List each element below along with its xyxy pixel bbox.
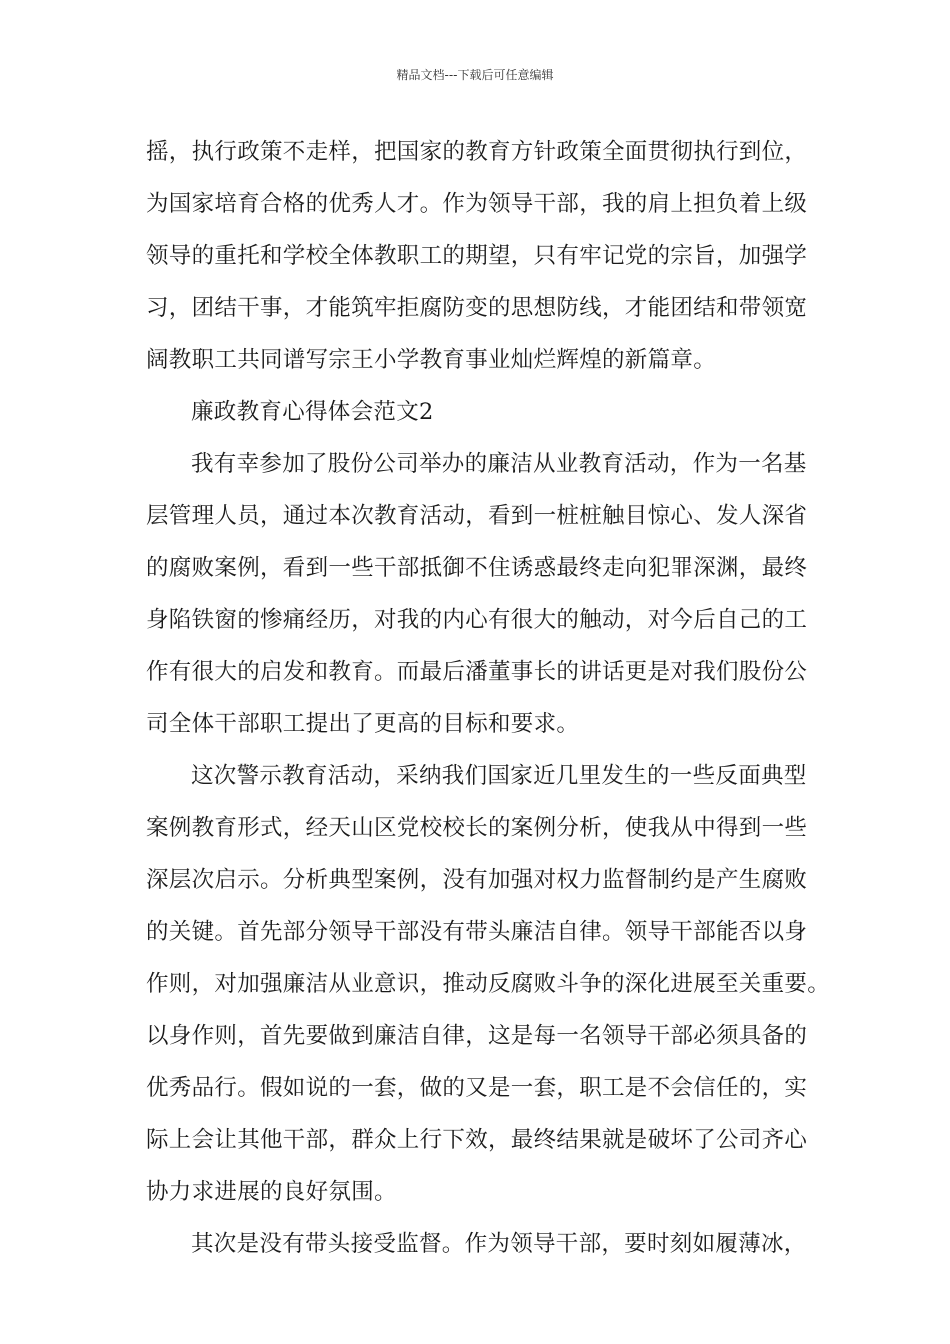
- text-line: 这次警示教育活动，采纳我们国家近几里发生的一些反面典型: [191, 763, 807, 789]
- text-line: 身陷铁窗的惨痛经历，对我的内心有很大的触动，对今后自己的工: [146, 607, 808, 633]
- text-line: 司全体干部职工提出了更高的目标和要求。: [146, 711, 580, 737]
- text-line: 为国家培育合格的优秀人才。作为领导干部，我的肩上担负着上级: [146, 191, 808, 217]
- text-line: 以身作则，首先要做到廉洁自律，这是每一名领导干部必须具备的: [146, 1023, 808, 1049]
- text-line: 深层次启示。分析典型案例，没有加强对权力监督制约是产生腐败: [146, 867, 808, 893]
- text-line: 我有幸参加了股份公司举办的廉洁从业教育活动，作为一名基: [191, 451, 807, 477]
- text-line: 领导的重托和学校全体教职工的期望，只有牢记党的宗旨，加强学: [146, 243, 808, 269]
- document-body: [146, 126, 831, 1270]
- text-line: 习，团结干事，才能筑牢拒腐防变的思想防线，才能团结和带领宽: [146, 295, 808, 321]
- text-line: 优秀品行。假如说的一套，做的又是一套，职工是不会信任的，实: [146, 1075, 808, 1101]
- text-line: 层管理人员，通过本次教育活动，看到一桩桩触目惊心、发人深省: [146, 503, 808, 529]
- text-line: 的关键。首先部分领导干部没有带头廉洁自律。领导干部能否以身: [146, 919, 808, 945]
- text-line: 作则，对加强廉洁从业意识，推动反腐败斗争的深化进展至关重要。: [146, 971, 831, 997]
- text-line: 案例教育形式，经天山区党校校长的案例分析，使我从中得到一些: [146, 815, 808, 841]
- text-line: 协力求进展的良好氛围。: [146, 1179, 397, 1205]
- page-header: 精品文档---下载后可任意编辑: [396, 68, 554, 82]
- text-line: 摇，执行政策不走样，把国家的教育方针政策全面贯彻执行到位，: [146, 139, 808, 165]
- text-line: 作有很大的启发和教育。而最后潘董事长的讲话更是对我们股份公: [146, 659, 808, 685]
- text-line: 阔教职工共同谱写宗王小学教育事业灿烂辉煌的新篇章。: [146, 347, 717, 373]
- text-line: 际上会让其他干部，群众上行下效，最终结果就是破坏了公司齐心: [146, 1127, 808, 1153]
- text-line: 的腐败案例，看到一些干部抵御不住诱惑最终走向犯罪深渊，最终: [146, 555, 808, 581]
- text-line: 廉政教育心得体会范文2: [191, 399, 434, 425]
- text-line: 其次是没有带头接受监督。作为领导干部，要时刻如履薄冰，: [191, 1231, 807, 1257]
